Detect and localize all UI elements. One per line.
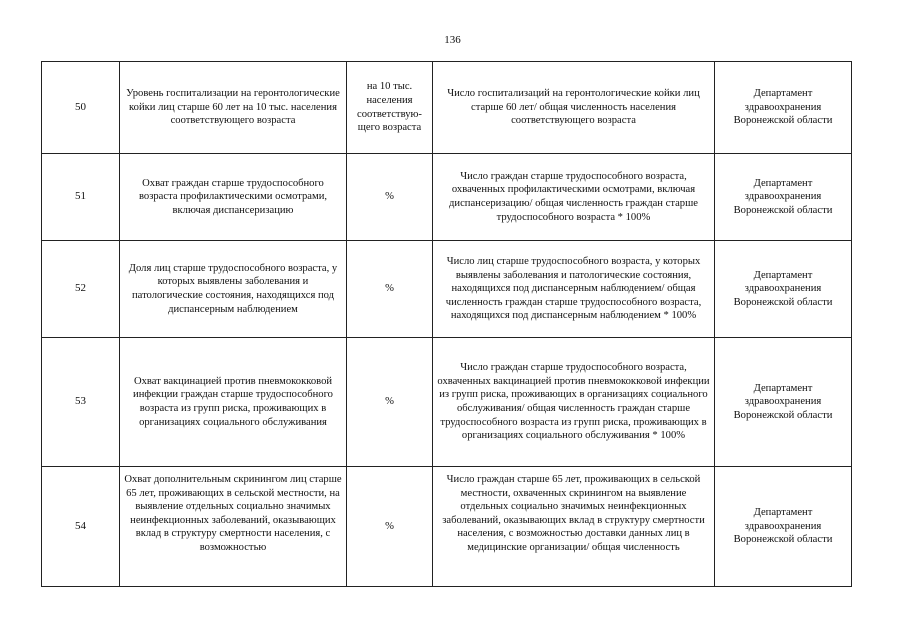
unit-of-measure: % [347,241,433,338]
unit-of-measure: % [347,154,433,241]
calculation-formula: Число граждан старше трудоспособного возраста, охваченных вакцинацией против пневмококковой инфекции из групп риска, проживающих в организациях социального обслуживания/ общая численность граждан старше трудоспособного возраста из групп риска, проживающих в организациях социального обслуживания * 100% [433,338,715,467]
responsible-department: Департамент здравоохранения Воронежской области [715,62,852,154]
calculation-formula: Число граждан старше трудоспособного возраста, охваченных профилактическими осмотрами, включая диспансеризацию/ общая численность граждан старше трудоспособного возраста * 100% [433,154,715,241]
indicator-name: Охват дополнительным скринингом лиц старше 65 лет, проживающих в сельской местности, на выявление отдельных социально значимых неинфекционных заболеваний, оказывающих вклад в структуру смертности населения, с возможностью [120,467,347,587]
calculation-formula: Число госпитализаций на геронтологические койки лиц старше 60 лет/ общая численность населения соответствующего возраста [433,62,715,154]
row-number: 53 [42,338,120,467]
unit-of-measure: на 10 тыс. населения соответствую-щего возраста [347,62,433,154]
responsible-department: Департамент здравоохранения Воронежской области [715,241,852,338]
indicators-table [41,61,852,587]
row-number: 52 [42,241,120,338]
unit-of-measure: % [347,338,433,467]
calculation-formula: Число лиц старше трудоспособного возраста, у которых выявлены заболевания и патологические состояния, находящихся под диспансерным наблюдением/ общая численность граждан старше трудоспособного возраста, находящихся под диспансерным наблюдением * 100% [433,241,715,338]
unit-of-measure: % [347,467,433,587]
indicator-name: Доля лиц старше трудоспособного возраста, у которых выявлены заболевания и патологические состояния, находящихся под диспансерным наблюдением [120,241,347,338]
indicator-name: Уровень госпитализации на геронтологические койки лиц старше 60 лет на 10 тыс. населения соответствующего возраста [120,62,347,154]
responsible-department: Департамент здравоохранения Воронежской области [715,154,852,241]
calculation-formula: Число граждан старше 65 лет, проживающих в сельской местности, охваченных скринингом на выявление отдельных социально значимых неинфекционных заболеваний, оказывающих вклад в структуру смертности населения, с возможностью доставки данных лиц в медицинские организации/ общая численность [433,467,715,587]
row-number: 51 [42,154,120,241]
indicator-name: Охват вакцинацией против пневмококковой инфекции граждан старше трудоспособного возраста из групп риска, проживающих в организациях социального обслуживания [120,338,347,467]
responsible-department: Департамент здравоохранения Воронежской области [715,338,852,467]
row-number: 54 [42,467,120,587]
table-row [42,467,852,587]
row-number: 50 [42,62,120,154]
page-number: 136 [444,34,461,46]
table-row [42,62,852,154]
table-row [42,154,852,241]
table-row [42,241,852,338]
table-row [42,338,852,467]
responsible-department: Департамент здравоохранения Воронежской области [715,467,852,587]
indicator-name: Охват граждан старше трудоспособного возраста профилактическими осмотрами, включая диспансеризацию [120,154,347,241]
